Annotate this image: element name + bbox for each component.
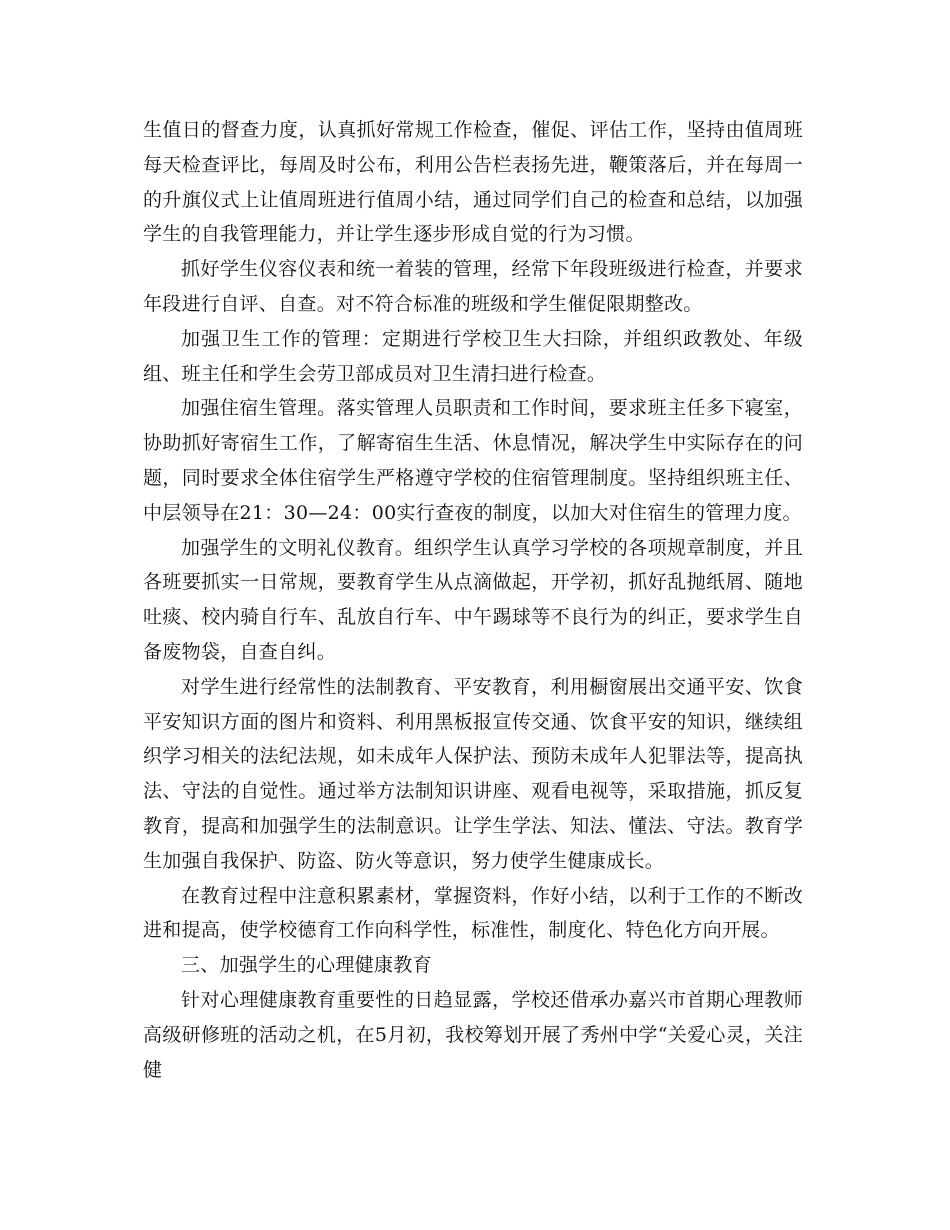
paragraph-etiquette-education: 加强学生的文明礼仪教育。组织学生认真学习学校的各项规章制度，并且各班要抓实一日常规，要教育学生从点滴做起，开学初，抓好乱抛纸屑、随地吐痰、校内骑自行车、乱放自行车、中午踢球等不良行为的纠正，要求学生自备废物袋，自查自纠。 [143,536,803,663]
paragraph-summary-improvement: 在教育过程中注意积累素材，掌握资料，作好小结，以利于工作的不断改进和提高，使学校德育工作向科学性，标准性，制度化、特色化方向开展。 [143,884,803,942]
paragraph-hygiene-management: 加强卫生工作的管理：定期进行学校卫生大扫除，并组织政教处、年级组、班主任和学生会劳卫部成员对卫生清扫进行检查。 [143,327,803,385]
paragraph-mental-health-activity: 针对心理健康教育重要性的日趋显露，学校还借承办嘉兴市首期心理教师高级研修班的活动之机，在5月初，我校筹划开展了秀州中学“关爱心灵，关注健 [143,988,803,1081]
document-body [143,113,803,1087]
section-heading-mental-health: 三、加强学生的心理健康教育 [181,954,432,977]
paragraph-legal-safety-education: 对学生进行经常性的法制教育、平安教育，利用橱窗展出交通平安、饮食平安知识方面的图片和资料、利用黑板报宣传交通、饮食平安的知识，继续组织学习相关的法纪法规，如未成年人保护法、预防未成年人犯罪法等，提高执法、守法的自觉性。通过举方法制知识讲座、观看电视等，采取措施，抓反复教育，提高和加强学生的法制意识。让学生学法、知法、懂法、守法。教育学生加强自我保护、防盗、防火等意识，努力使学生健康成长。 [143,675,803,872]
paragraph-duty-inspection: 生值日的督查力度，认真抓好常规工作检查，催促、评估工作，坚持由值周班每天检查评比，每周及时公布，利用公告栏表扬先进，鞭策落后，并在每周一的升旗仪式上让值周班进行值周小结，通过同学们自己的检查和总结，以加强学生的自我管理能力，并让学生逐步形成自觉的行为习惯。 [143,119,803,246]
paragraph-appearance-management: 抓好学生仪容仪表和统一着装的管理，经常下年段班级进行检查，并要求年段进行自评、自查。对不符合标准的班级和学生催促限期整改。 [143,258,803,315]
paragraph-dormitory-management: 加强住宿生管理。落实管理人员职责和工作时间，要求班主任多下寝室，协助抓好寄宿生工作，了解寄宿生生活、休息情况，解决学生中实际存在的问题，同时要求全体住宿学生严格遵守学校的住宿管理制度。坚持组织班主任、中层领导在21：30—24：00实行查夜的制度，以加大对住宿生的管理力度。 [143,397,803,524]
